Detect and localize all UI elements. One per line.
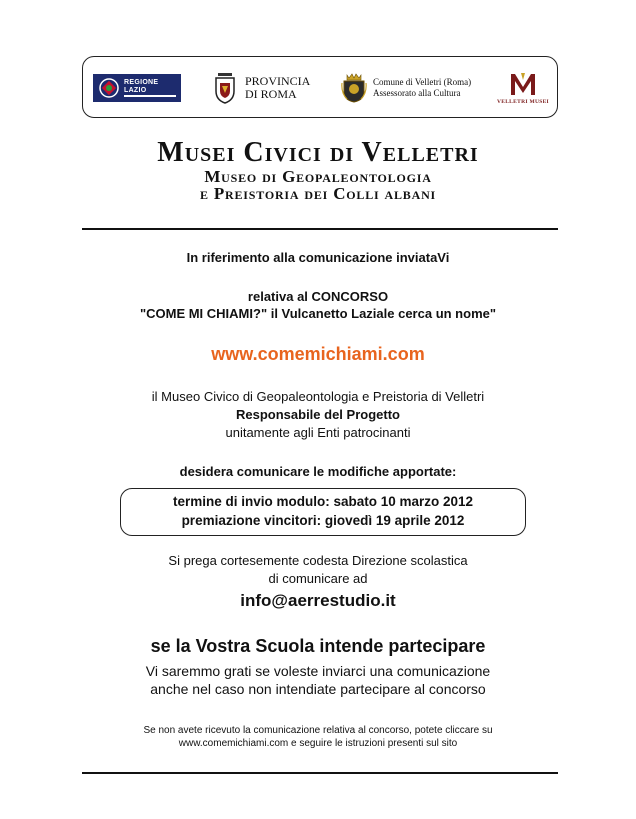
intro-text: In riferimento alla comunicazione inviataVi: [186, 250, 450, 265]
regione-emblem-icon: [98, 77, 120, 99]
top-divider: [82, 228, 558, 230]
provincia-roma-logo: [213, 57, 310, 119]
page-title: Musei Civici di Velletri: [157, 137, 479, 168]
museum-line3: unitamente agli Enti patrocinanti: [225, 425, 411, 440]
provincia-shield-icon: [213, 71, 237, 105]
dates-box: [120, 488, 526, 536]
velletri-musei-logo: [495, 57, 551, 119]
comune-velletri-logo: [341, 57, 471, 119]
velletri-crest-icon: [341, 73, 367, 103]
museum-line2: Responsabile del Progetto: [236, 407, 400, 422]
request-line1: Si prega cortesemente codesta Direzione scolastica: [168, 553, 468, 568]
deadline-text: termine di invio modulo: sabato 10 marzo 2012: [172, 494, 474, 509]
logo-bar: [82, 56, 558, 118]
changes-intro: desidera comunicare le modifiche apportate:: [179, 464, 457, 479]
page-subtitle-line1: Museo di Geopaleontologia: [204, 167, 432, 186]
regione-stripe: [124, 95, 176, 97]
provincia-line2: DI ROMA: [245, 87, 297, 101]
participate-heading: se la Vostra Scuola intende partecipare: [150, 636, 486, 656]
velletri-line2: Assessorato alla Cultura: [373, 88, 461, 98]
footnote-line2: www.comemichiami.com e seguire le istruzioni presenti sul sito: [178, 738, 458, 749]
page-subtitle-line2: e Preistoria dei Colli albani: [199, 184, 437, 203]
grateful-line1: Vi saremmo grati se voleste inviarci una comunicazione: [145, 663, 491, 679]
museum-line1: il Museo Civico di Geopaleontologia e Preistoria di Velletri: [151, 389, 485, 404]
request-line2: di comunicare ad: [268, 571, 368, 586]
lazio-label: LAZIO: [124, 87, 147, 94]
musei-monogram-icon: [508, 71, 538, 97]
velletri-line1: Comune di Velletri (Roma): [373, 77, 472, 87]
awards-text: premiazione vincitori: giovedì 19 aprile 2012: [181, 513, 465, 528]
contact-email[interactable]: info@aerrestudio.it: [240, 591, 396, 610]
musei-caption: VELLETRI MUSEI: [496, 99, 550, 105]
website-link[interactable]: www.comemichiami.com: [211, 344, 425, 364]
footnote-line1: Se non avete ricevuto la comunicazione relativa al concorso, potete cliccare su: [143, 725, 493, 736]
grateful-line2: anche nel caso non intendiate partecipare al concorso: [150, 681, 486, 697]
provincia-line1: PROVINCIA: [245, 74, 311, 88]
regione-label: REGIONE: [124, 79, 159, 86]
regione-lazio-logo: [93, 57, 181, 119]
contest-line1: relativa al CONCORSO: [247, 289, 389, 304]
bottom-divider: [82, 772, 558, 774]
contest-line2: "COME MI CHIAMI?" il Vulcanetto Laziale cerca un nome": [139, 306, 497, 321]
